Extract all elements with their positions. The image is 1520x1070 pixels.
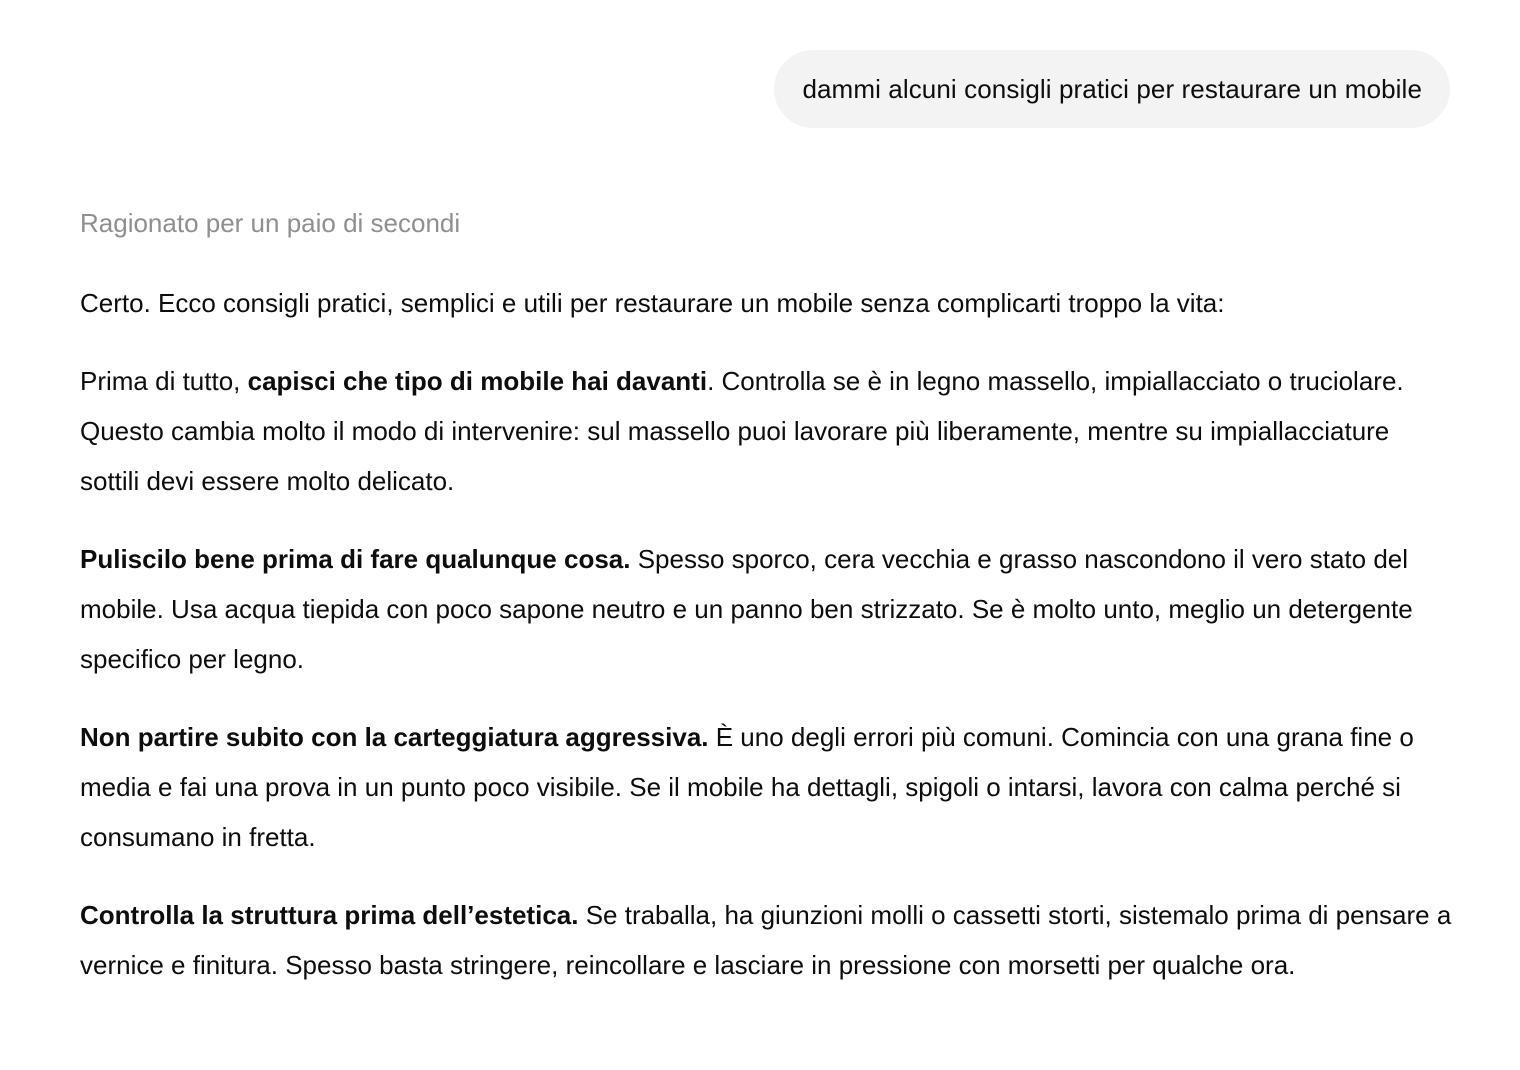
- tip-paragraph: [80, 534, 1455, 684]
- tip-body-text: Spesso sporco, cera vecchia e grasso nascondono il vero stato del mobile. Usa acqua tiepida con poco sapone neutro e un panno ben strizzato. Se è molto unto, meglio un detergente specifico per legno.: [80, 544, 1413, 674]
- user-message-row: [774, 50, 1450, 128]
- tip-bold-heading: Non partire subito con la carteggiatura aggressiva.: [80, 722, 709, 752]
- tip-bold-heading: Controlla la struttura prima dell’estetica.: [80, 900, 579, 930]
- tip-body-text: È uno degli errori più comuni. Comincia con una grana fine o media e fai una prova in un punto poco visibile. Se il mobile ha dettagli, spigoli o intarsi, lavora con calma perché si consumano in fretta.: [80, 722, 1414, 852]
- tip-paragraph: [80, 356, 1455, 506]
- assistant-intro-paragraph: Certo. Ecco consigli pratici, semplici e utili per restaurare un mobile senza complicarti troppo la vita:: [80, 288, 1225, 318]
- tip-bold-heading: Puliscilo bene prima di fare qualunque cosa.: [80, 544, 631, 574]
- thinking-summary-toggle[interactable]: Ragionato per un paio di secondi: [80, 208, 461, 238]
- tip-bold-heading: capisci che tipo di mobile hai davanti: [247, 366, 708, 396]
- tip-body-text: . Controlla se è in legno massello, impiallacciato o truciolare. Questo cambia molto il modo di intervenire: sul massello puoi lavorare più liberamente, mentre su impiallacciature sottili devi essere molto delicato.: [80, 366, 1404, 496]
- tip-lead-text: Prima di tutto,: [80, 366, 248, 396]
- tip-body-text: Se traballa, ha giunzioni molli o cassetti storti, sistemalo prima di pensare a vernice e finitura. Spesso basta stringere, reincollare e lasciare in pressione con morsetti per qualche ora.: [80, 900, 1452, 980]
- tip-paragraph: [80, 712, 1455, 862]
- user-message-bubble: dammi alcuni consigli pratici per restaurare un mobile: [774, 50, 1450, 128]
- tip-paragraph: [80, 890, 1455, 990]
- assistant-message: [80, 203, 1455, 990]
